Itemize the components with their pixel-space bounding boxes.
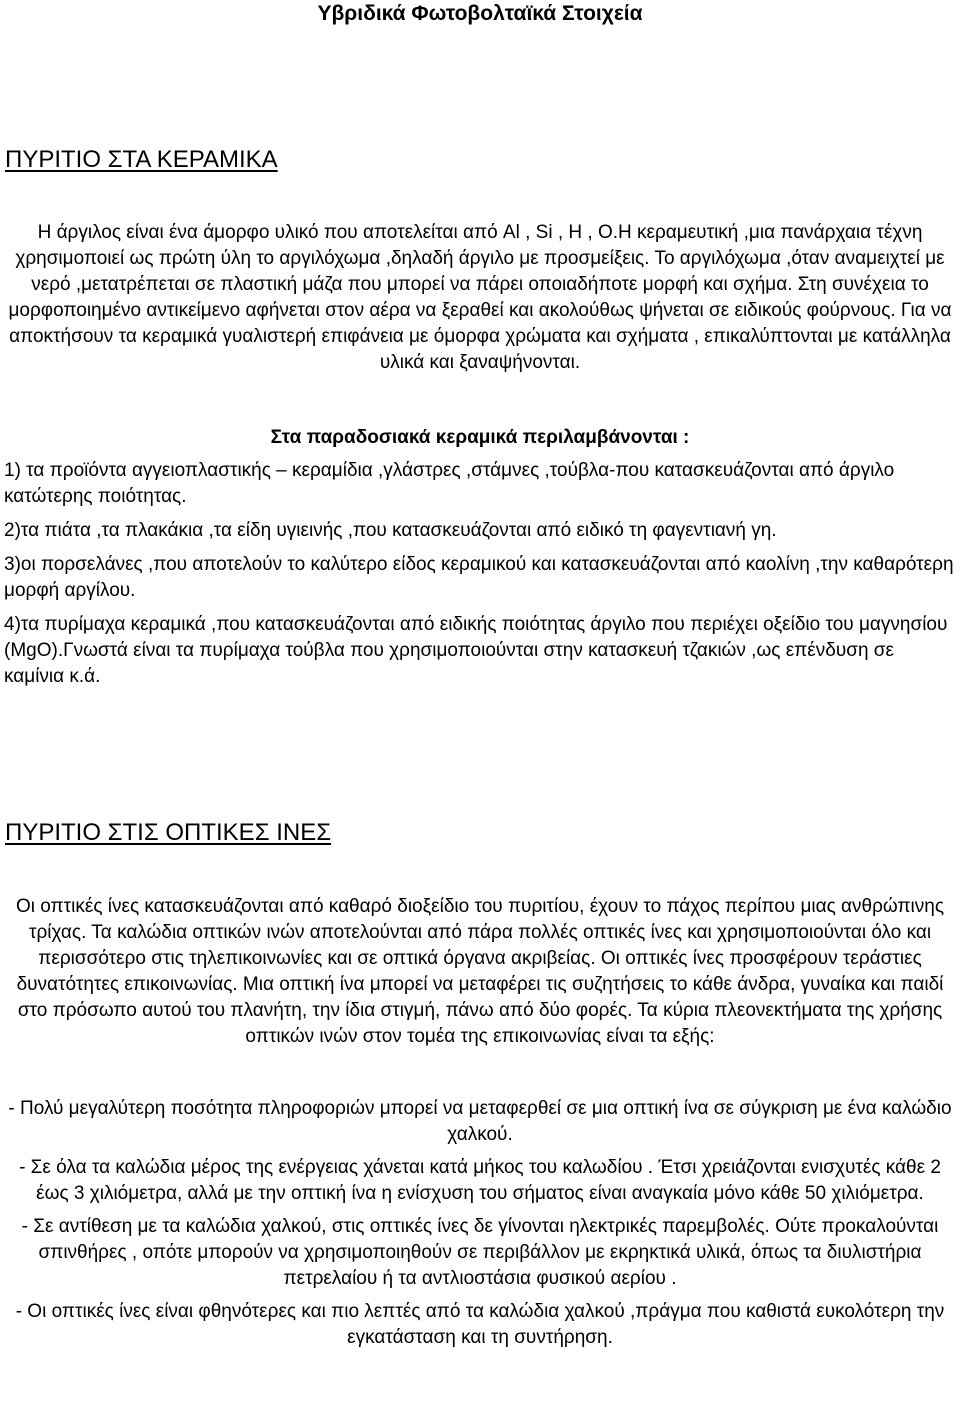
document-title: Υβριδικά Φωτοβολταϊκά Στοιχεία: [317, 2, 643, 25]
list-item: - Οι οπτικές ίνες είναι φθηνότερες και πιο λεπτές από τα καλώδια χαλκού ,πράγμα που καθιστά ευκολότερη την εγκατάσταση και τη συντήρηση.: [15, 1301, 945, 1348]
list-item: - Πολύ μεγαλύτερη ποσότητα πληροφοριών μπορεί να μεταφερθεί σε μια οπτική ίνα σε σύγκριση με ένα καλώδιο χαλκού.: [8, 1098, 952, 1145]
list-item: 3)οι πορσελάνες ,που αποτελούν το καλύτερο είδος κεραμικού και κατασκευάζονται από καολίνη ,την καθαρότερη μορφή αργίλου.: [4, 554, 954, 601]
list-item: 4)τα πυρίμαχα κεραμικά ,που κατασκευάζονται από ειδικής ποιότητας άργιλο που περιέχει οξείδιο του μαγνησίου (MgO).Γνωστά είναι τα πυρίμαχα τούβλα που χρησιμοποιούνται στην κατασκευή τζακιών ,ως επένδυση σε καμίνια κ.ά.: [4, 614, 948, 687]
list-item: - Σε όλα τα καλώδια μέρος της ενέργειας χάνεται κατά μήκος του καλωδίου . Έτσι χρειάζονται ενισχυτές κάθε 2 έως 3 χιλιόμετρα, αλλά με την οπτική ίνα η ενίσχυση του σήματος είναι αναγκαία μόνο κάθε 50 χιλιόμετρα.: [19, 1157, 941, 1204]
ceramics-intro-block: [0, 220, 960, 376]
ceramics-subheading: Στα παραδοσιακά κεραμικά περιλαμβάνονται :: [270, 427, 690, 448]
fibers-intro-paragraph: Οι οπτικές ίνες κατασκευάζονται από καθαρό διοξείδιο του πυριτίου, έχουν το πάχος περίπου μιας ανθρώπινης τρίχας. Τα καλώδια οπτικών ινών αποτελούνται από πάρα πολλές οπτικές ίνες και χρησιμοποιούνται όλο και περισσότερο στις τηλεπικοινωνίες και σε οπτικά όργανα ακριβείας. Οι οπτικές ίνες προσφέρουν τεράστιες δυνατότητες επικοινωνίας. Μια οπτική ίνα μπορεί να μεταφέρει τις συζητήσεις το κάθε άνδρα, γυναίκα και παιδί στο πρόσωπο αυτού του πλανήτη, την ίδια στιγμή, πάνω από δύο φορές. Τα κύρια πλεονεκτήματα της χρήσης οπτικών ινών στον τομέα της επικοινωνίας είναι τα εξής:: [15, 896, 945, 1047]
section-heading-fibers: ΠΥΡΙΤΙΟ ΣΤΙΣ ΟΠΤΙΚΕΣ ΙΝΕΣ: [5, 819, 332, 846]
list-item: - Σε αντίθεση με τα καλώδια χαλκού, στις οπτικές ίνες δε γίνονται ηλεκτρικές παρεμβολές. Ούτε προκαλούνται σπινθήρες , οπότε μπορούν να χρησιμοποιηθούν σε περιβάλλον με εκρηκτικά υλικά, όπως τα διυλιστήρια πετρελαίου ή τα αντλιοστάσια φυσικού αερίου .: [21, 1216, 939, 1289]
ceramics-subheading-block: [0, 425, 960, 451]
section-heading-ceramics: ΠΥΡΙΤΙΟ ΣΤΑ ΚΕΡΑΜΙΚΑ: [5, 146, 278, 173]
fibers-bullet-list: [0, 1096, 960, 1358]
list-item: 2)τα πιάτα ,τα πλακάκια ,τα είδη υγιεινής ,που κατασκευάζονται από ειδικό τη φαγεντιανή γη.: [4, 520, 777, 541]
ceramics-intro-paragraph: Η άργιλος είναι ένα άμορφο υλικό που αποτελείται από Al , Si , H , O.Η κεραμευτική ,μια πανάρχαια τέχνη χρησιμοποιεί ως πρώτη ύλη το αργιλόχωμα ,δηλαδή άργιλο με προσμείξεις. Το αργιλόχωμα ,όταν αναμειχτεί με νερό ,μετατρέπεται σε πλαστική μάζα που μπορεί να πάρει οποιαδήποτε μορφή και σχήμα. Στη συνέχεια το μορφοποιημένο αντικείμενο αφήνεται στον αέρα να ξεραθεί και ακολούθως ψήνεται σε ειδικούς φούρνους. Για να αποκτήσουν τα κεραμικά γυαλιστερή επιφάνεια με όμορφα χρώματα και σχήματα , επικαλύπτονται με κατάλληλα υλικά και ξαναψήνονται.: [8, 222, 952, 373]
ceramics-list: [0, 458, 960, 698]
fibers-intro-block: [0, 894, 960, 1050]
list-item: 1) τα προϊόντα αγγειοπλαστικής – κεραμίδια ,γλάστρες ,στάμνες ,τούβλα-που κατασκευάζονται από άργιλο κατώτερης ποιότητας.: [4, 460, 895, 507]
